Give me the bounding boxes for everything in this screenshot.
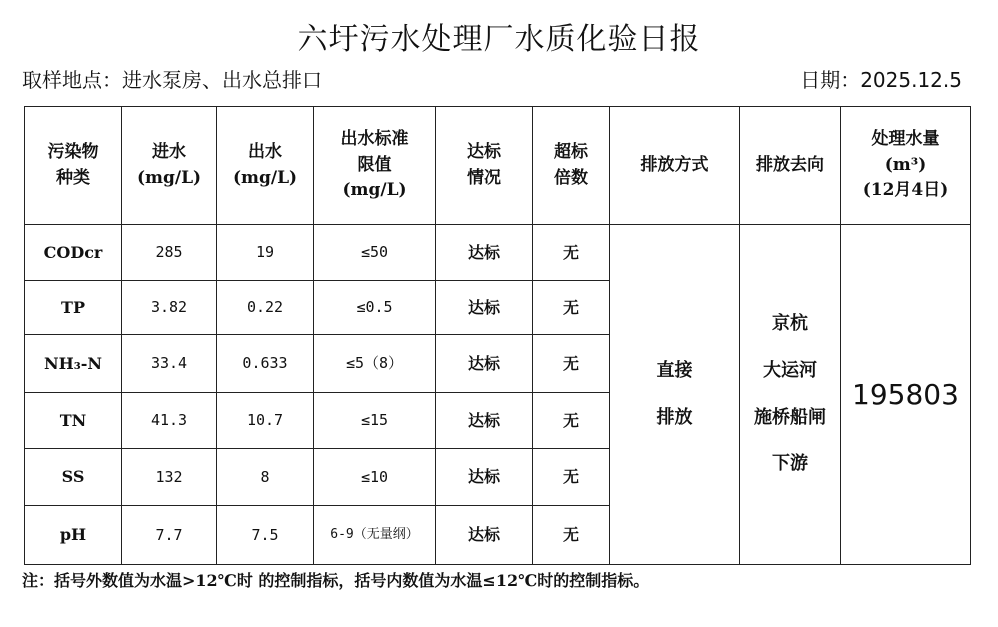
- status-value: 达标: [436, 506, 533, 565]
- pollutant-name: pH: [25, 506, 122, 565]
- limit-value: 6-9（无量纲）: [314, 506, 436, 565]
- footnote: 注：括号外数值为水温>12℃时 的控制指标，括号内数值为水温≤12℃时的控制指标。: [22, 571, 650, 590]
- outflow-value: 0.22: [217, 281, 314, 335]
- header-discharge-dest: 排放去向: [740, 107, 841, 225]
- outflow-value: 7.5: [217, 506, 314, 565]
- status-value: 达标: [436, 449, 533, 506]
- pollutant-name: SS: [25, 449, 122, 506]
- status-value: 达标: [436, 393, 533, 449]
- pollutant-name: TN: [25, 393, 122, 449]
- treated-volume-value: 195803: [841, 225, 971, 565]
- header-status: 达标 情况: [436, 107, 533, 225]
- discharge-method-cell: 直接 排放: [610, 225, 740, 565]
- header-volume: 处理水量 (m³) (12月4日): [841, 107, 971, 225]
- status-value: 达标: [436, 335, 533, 393]
- limit-value: ≤5（8）: [314, 335, 436, 393]
- inflow-value: 132: [122, 449, 217, 506]
- exceed-value: 无: [533, 335, 610, 393]
- exceed-value: 无: [533, 506, 610, 565]
- exceed-value: 无: [533, 225, 610, 281]
- report-title: 六圩污水处理厂水质化验日报: [297, 22, 701, 57]
- outflow-value: 0.633: [217, 335, 314, 393]
- pollutant-name: TP: [25, 281, 122, 335]
- limit-value: ≤10: [314, 449, 436, 506]
- header-exceed: 超标 倍数: [533, 107, 610, 225]
- inflow-value: 3.82: [122, 281, 217, 335]
- status-value: 达标: [436, 281, 533, 335]
- exceed-value: 无: [533, 393, 610, 449]
- limit-value: ≤50: [314, 225, 436, 281]
- inflow-value: 33.4: [122, 335, 217, 393]
- header-row: [25, 107, 971, 225]
- outflow-value: 19: [217, 225, 314, 281]
- header-pollutant: 污染物 种类: [25, 107, 122, 225]
- water-quality-table: [24, 106, 971, 565]
- outflow-value: 10.7: [217, 393, 314, 449]
- pollutant-name: NH₃-N: [25, 335, 122, 393]
- outflow-value: 8: [217, 449, 314, 506]
- table-row: [25, 225, 971, 281]
- header-limit: 出水标准 限值 (mg/L): [314, 107, 436, 225]
- exceed-value: 无: [533, 281, 610, 335]
- header-inflow: 进水 (mg/L): [122, 107, 217, 225]
- status-value: 达标: [436, 225, 533, 281]
- report-date: 日期：2025.12.5: [800, 68, 962, 92]
- inflow-value: 7.7: [122, 506, 217, 565]
- discharge-dest-cell: 京杭 大运河 施桥船闸 下游: [740, 225, 841, 565]
- header-outflow: 出水 (mg/L): [217, 107, 314, 225]
- inflow-value: 41.3: [122, 393, 217, 449]
- header-discharge-method: 排放方式: [610, 107, 740, 225]
- inflow-value: 285: [122, 225, 217, 281]
- limit-value: ≤15: [314, 393, 436, 449]
- limit-value: ≤0.5: [314, 281, 436, 335]
- exceed-value: 无: [533, 449, 610, 506]
- sampling-location: 取样地点：进水泵房、出水总排口: [22, 68, 322, 92]
- pollutant-name: CODcr: [25, 225, 122, 281]
